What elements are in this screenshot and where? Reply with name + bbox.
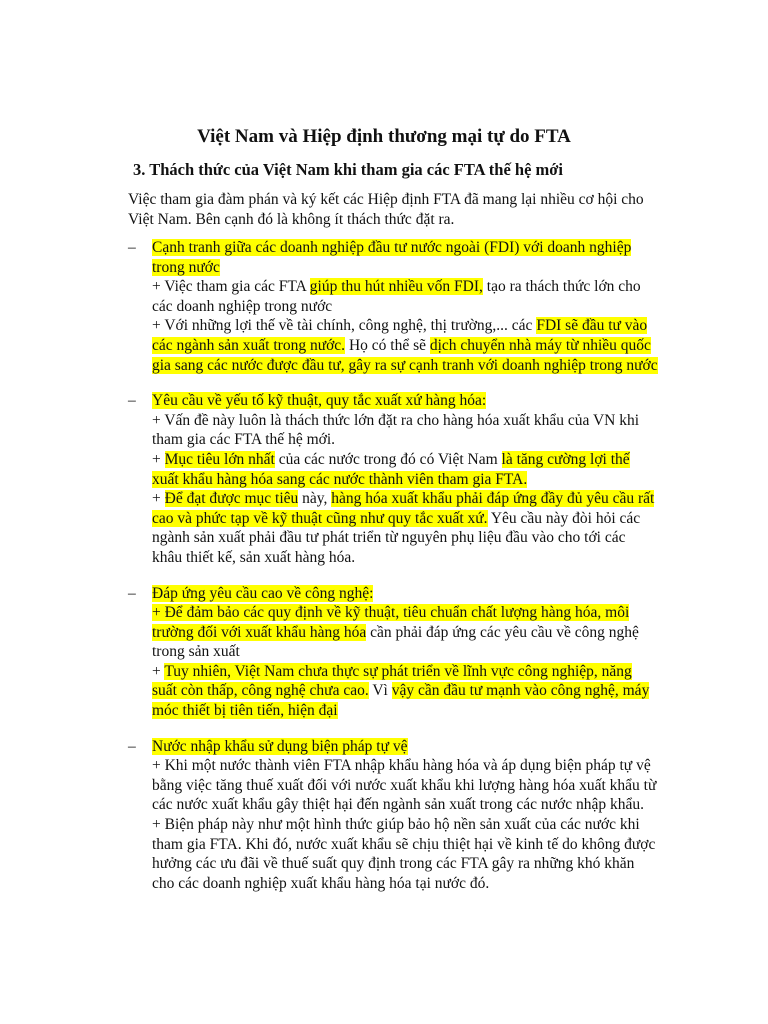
- challenge-heading: Nước nhập khẩu sử dụng biện pháp tự vệ: [152, 737, 408, 755]
- challenge-heading: Yêu cầu về yếu tố kỹ thuật, quy tắc xuất xứ hàng hóa:: [152, 392, 487, 410]
- page-title: Việt Nam và Hiệp định thương mại tự do FTA: [197, 126, 571, 147]
- challenge-heading: Cạnh tranh giữa các doanh nghiệp đầu tư nước ngoài (FDI) với doanh nghiệp trong nước: [152, 239, 632, 276]
- dash-bullet: –: [128, 584, 136, 602]
- challenge-paragraph: + Biện pháp này như một hình thức giúp bảo hộ nền sản xuất của các nước khi tham gia FTA. Khi đó, nước xuất khẩu sẽ chịu thiệt hại về kinh tế do không được hưởng các ưu đãi về thuế suất quy định trong các FTA gây ra những khó khăn cho các doanh nghiệp xuất khẩu hàng hóa tại nước đó.: [152, 816, 656, 892]
- challenge-item-safeguard-measures: [128, 737, 658, 894]
- challenge-paragraph: + Để đạt được mục tiêu này, hàng hóa xuất khẩu phải đáp ứng đầy đủ yêu cầu rất cao và phức tạp về kỹ thuật cũng như quy tắc xuất xứ. Yêu cầu này đòi hỏi các ngành sản xuất phải đầu tư phát triển từ nguyên phụ liệu đầu vào cho tới các khâu thiết kế, sản xuất hàng hóa.: [152, 490, 655, 566]
- challenges-list: [128, 238, 658, 909]
- challenge-item-technical-requirements: [128, 391, 658, 567]
- dash-bullet: –: [128, 239, 136, 256]
- challenge-item-technology: [128, 584, 658, 721]
- challenge-item-fdi-competition: [128, 238, 658, 375]
- challenge-paragraph: + Khi một nước thành viên FTA nhập khẩu hàng hóa và áp dụng biện pháp tự vệ bằng việc tăng thuế xuất đối với nước xuất khẩu khi lượng hàng hóa xuất khẩu từ các nước xuất khẩu gây thiệt hại đến ngành sản xuất trong các nước nhập khẩu.: [152, 757, 657, 814]
- challenge-heading: Đáp ứng yêu cầu cao về công nghệ:: [152, 584, 374, 602]
- challenge-paragraph: + Với những lợi thế về tài chính, công nghệ, thị trường,... các FDI sẽ đầu tư vào các ngành sản xuất trong nước. Họ có thể sẽ dịch chuyển nhà máy từ nhiều quốc gia sang các nước được đầu tư, gây ra sự cạnh tranh với doanh nghiệp trong nước: [152, 317, 658, 374]
- challenge-paragraph: + Để đảm bảo các quy định về kỹ thuật, tiêu chuẩn chất lượng hàng hóa, môi trường đối với xuất khẩu hàng hóa cần phải đáp ứng các yêu cầu về công nghệ trong sản xuất: [152, 604, 639, 661]
- dash-bullet: –: [128, 392, 136, 410]
- challenge-paragraph: + Việc tham gia các FTA giúp thu hút nhiều vốn FDI, tạo ra thách thức lớn cho các doanh nghiệp trong nước: [152, 278, 641, 315]
- section-subtitle: 3. Thách thức của Việt Nam khi tham gia các FTA thế hệ mới: [133, 160, 564, 179]
- challenge-paragraph: + Tuy nhiên, Việt Nam chưa thực sự phát triển về lĩnh vực công nghiệp, năng suất còn thấp, công nghệ chưa cao. Vì vậy cần đầu tư mạnh vào công nghệ, máy móc thiết bị tiên tiến, hiện đại: [152, 662, 650, 720]
- intro-paragraph: Việc tham gia đàm phán và ký kết các Hiệp định FTA đã mang lại nhiều cơ hội cho Việt Nam. Bên cạnh đó là không ít thách thức đặt ra.: [128, 191, 644, 228]
- challenge-paragraph: + Vấn đề này luôn là thách thức lớn đặt ra cho hàng hóa xuất khẩu của VN khi tham gia các FTA thế hệ mới.: [152, 411, 640, 449]
- challenge-paragraph: + Mục tiêu lớn nhất của các nước trong đó có Việt Nam là tăng cường lợi thế xuất khẩu hàng hóa sang các nước thành viên tham gia FTA.: [152, 450, 630, 488]
- dash-bullet: –: [128, 737, 136, 755]
